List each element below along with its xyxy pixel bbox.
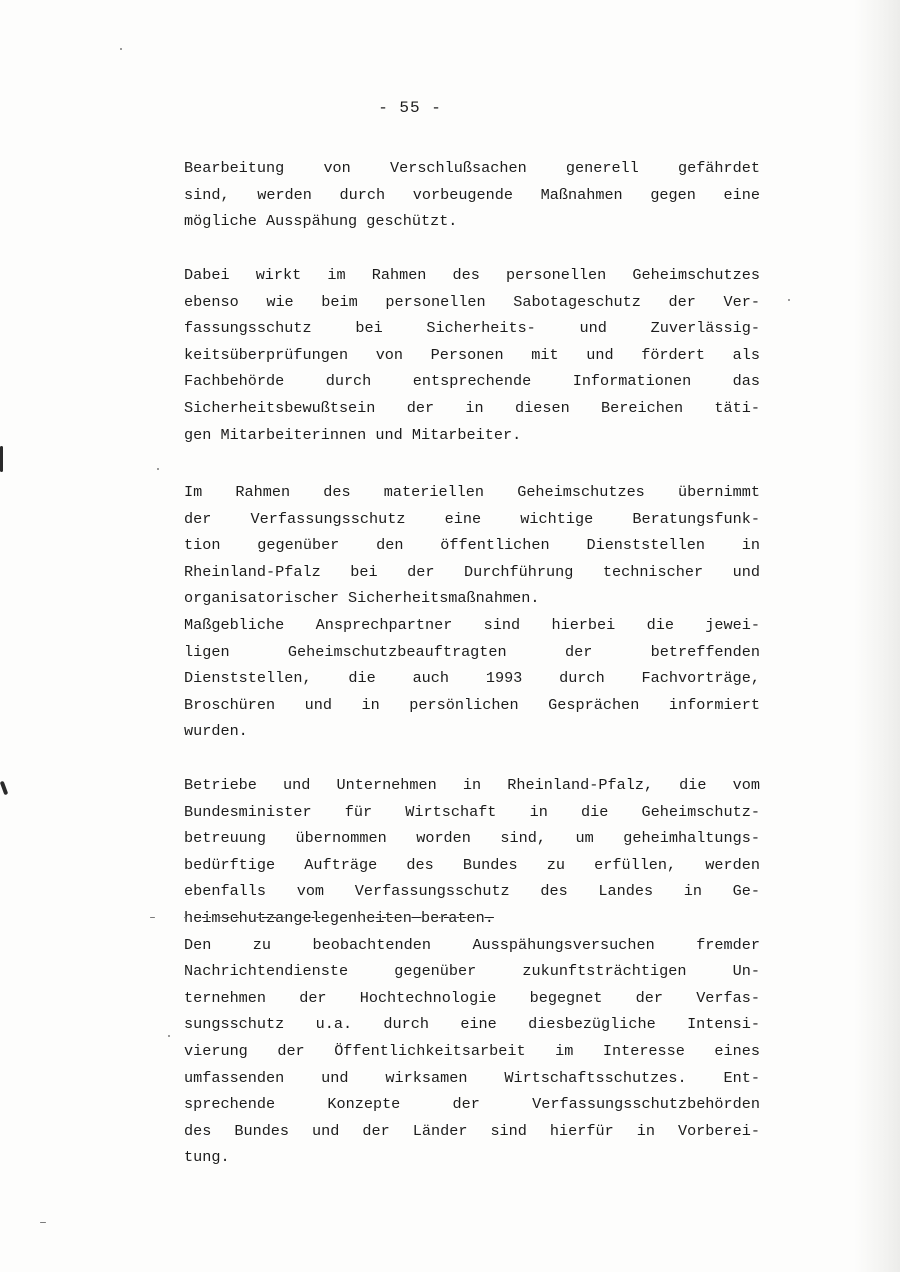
text-line: sungsschutz u.a. durch eine diesbezügliche Intensi-: [184, 1015, 760, 1034]
paragraph: [184, 155, 760, 235]
text-line: wurden.: [184, 722, 248, 741]
text-line-underlined: [184, 905, 760, 932]
text-line: ternehmen der Hochtechnologie begegnet der Verfas-: [184, 988, 760, 1007]
text-line: Fachbehörde durch entsprechende Informationen das: [184, 372, 760, 391]
text-line: bedürftige Aufträge des Bundes zu erfüllen, werden: [184, 855, 760, 874]
page-number: - 55 -: [378, 99, 442, 117]
text-line: ebenso wie beim personellen Sabotageschutz der Ver-: [184, 292, 760, 311]
text-line: organisatorischer Sicherheitsmaßnahmen.: [184, 589, 540, 608]
text-line: betreuung übernommen worden sind, um geheimhaltungs-: [184, 829, 760, 848]
scan-margin-mark: [0, 446, 3, 472]
text-line: Dienststellen, die auch 1993 durch Fachvorträge,: [184, 669, 760, 688]
text-line: tion gegenüber den öffentlichen Dienststellen in: [184, 536, 760, 555]
text-line: Bundesminister für Wirtschaft in die Geheimschutz-: [184, 802, 760, 821]
text-line: fassungsschutz bei Sicherheits- und Zuverlässig-: [184, 319, 760, 338]
text-line: Maßgebliche Ansprechpartner sind hierbei die jewei-: [184, 615, 760, 634]
text-line: sind, werden durch vorbeugende Maßnahmen gegen eine: [184, 185, 760, 204]
text-line: keitsüberprüfungen von Personen mit und fördert als: [184, 345, 760, 364]
scan-speck: [40, 1222, 46, 1223]
text-line: Nachrichtendienste gegenüber zukunftsträchtigen Un-: [184, 962, 760, 981]
text-line: Den zu beobachtenden Ausspähungsversuchen fremder: [184, 935, 760, 954]
paragraph: [184, 772, 760, 1171]
scan-speck: [788, 299, 790, 301]
text-line: Dabei wirkt im Rahmen des personellen Geheimschutzes: [184, 266, 760, 284]
text-line: des Bundes und der Länder sind hierfür in Vorberei-: [184, 1121, 760, 1140]
scan-speck: [168, 1035, 170, 1037]
text-line: Broschüren und in persönlichen Gesprächen informiert: [184, 695, 760, 714]
text-line: Rheinland-Pfalz bei der Durchführung technischer und: [184, 562, 760, 581]
text-line: der Verfassungsschutz eine wichtige Beratungsfunk-: [184, 509, 760, 528]
text-line: Sicherheitsbewußtsein der in diesen Bereichen täti-: [184, 398, 760, 417]
scan-shadow-edge: [854, 0, 900, 1272]
scan-margin-mark: [0, 781, 8, 796]
text-line: mögliche Ausspähung geschützt.: [184, 212, 458, 231]
scan-speck: [150, 917, 155, 918]
text-line: gen Mitarbeiterinnen und Mitarbeiter.: [184, 425, 522, 444]
text-line: sprechende Konzepte der Verfassungsschutzbehörden: [184, 1095, 760, 1114]
text-line: vierung der Öffentlichkeitsarbeit im Interesse eines: [184, 1041, 760, 1060]
scan-speck: [120, 48, 122, 50]
text-line: Bearbeitung von Verschlußsachen generell gefährdet: [184, 159, 760, 177]
underlined-text: heimschutzangelegenheiten beraten.: [184, 908, 494, 927]
text-line: ebenfalls vom Verfassungsschutz des Landes in Ge-: [184, 882, 760, 901]
text-line: tung.: [184, 1148, 230, 1167]
paragraph: [184, 262, 760, 448]
paragraph: [184, 479, 760, 745]
scan-speck: [157, 468, 159, 470]
text-line: ligen Geheimschutzbeauftragten der betreffenden: [184, 642, 760, 661]
text-line: umfassenden und wirksamen Wirtschaftsschutzes. Ent-: [184, 1068, 760, 1087]
text-line: Im Rahmen des materiellen Geheimschutzes übernimmt: [184, 483, 760, 501]
text-line: Betriebe und Unternehmen in Rheinland-Pfalz, die vom: [184, 776, 760, 794]
